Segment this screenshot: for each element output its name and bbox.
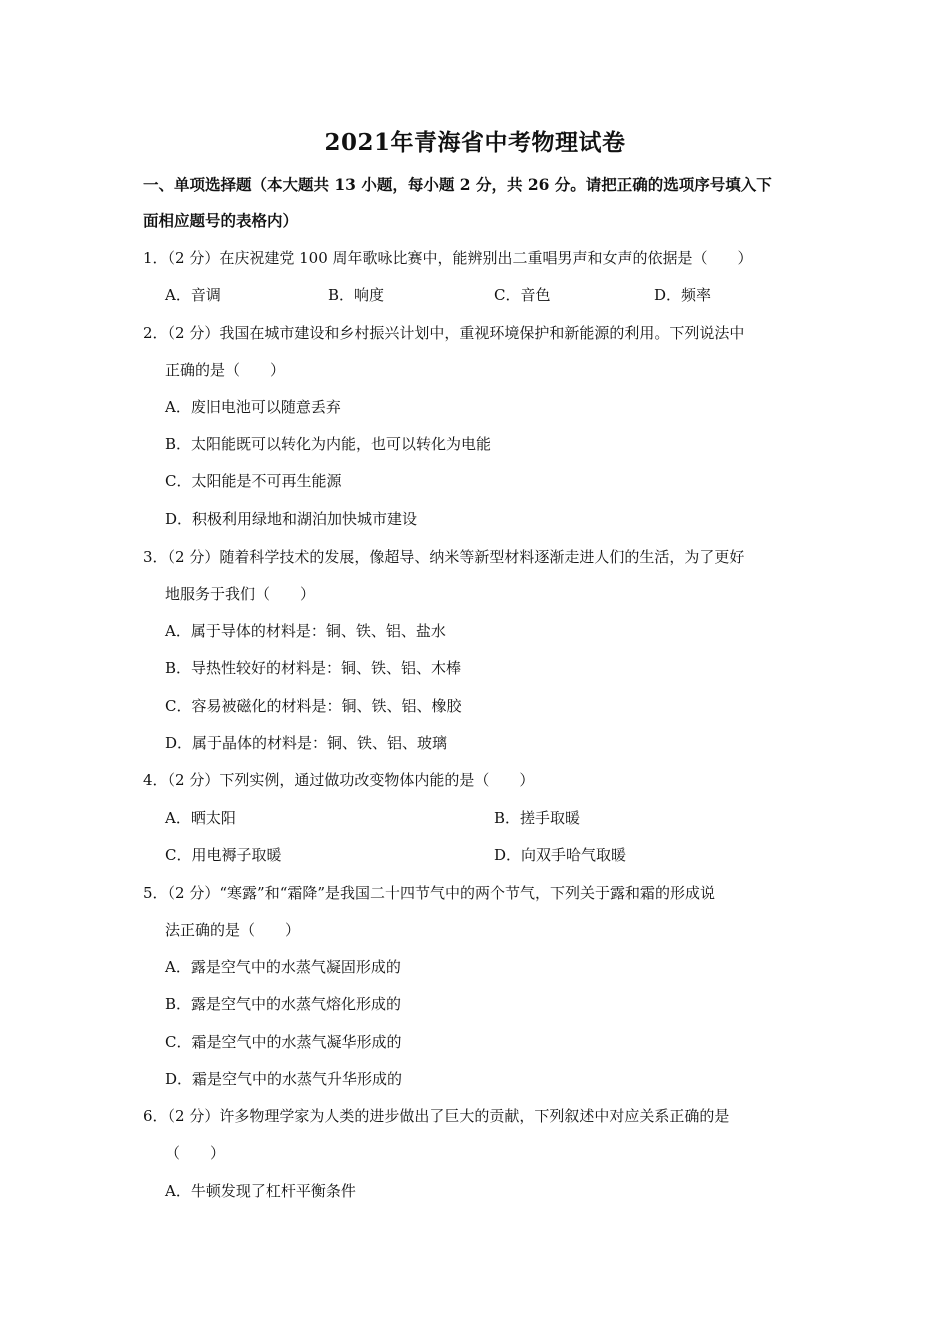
question-5-stem-cont: 法正确的是（ ） xyxy=(165,921,301,939)
question-3-stem: 3．（2 分）随着科学技术的发展，像超导、纳米等新型材料逐渐走进人们的生活，为了更好 xyxy=(143,548,745,566)
question-1-option-c: C．音色 xyxy=(494,286,551,304)
question-1-option-a: A．音调 xyxy=(165,286,221,304)
question-3-option-a: A．属于导体的材料是：铜、铁、铝、盐水 xyxy=(165,622,446,640)
question-4-stem: 4．（2 分）下列实例，通过做功改变物体内能的是（ ） xyxy=(143,771,535,789)
question-4-option-d: D．向双手哈气取暖 xyxy=(494,846,627,864)
page-title: 2021年青海省中考物理试卷 xyxy=(324,129,626,156)
question-3-option-b: B．导热性较好的材料是：铜、铁、铝、木棒 xyxy=(165,659,462,677)
question-4-option-c: C．用电褥子取暖 xyxy=(165,846,282,864)
question-2-option-c: C．太阳能是不可再生能源 xyxy=(165,472,342,490)
question-6-stem: 6．（2 分）许多物理学家为人类的进步做出了巨大的贡献，下列叙述中对应关系正确的是 xyxy=(143,1107,730,1125)
question-6-stem-cont: （ ） xyxy=(165,1144,226,1162)
question-4-option-a: A．晒太阳 xyxy=(165,809,236,827)
question-2-option-a: A．废旧电池可以随意丢弃 xyxy=(165,398,341,416)
question-2-stem: 2．（2 分）我国在城市建设和乡村振兴计划中，重视环境保护和新能源的利用。下列说法中 xyxy=(143,324,745,342)
question-4-option-b: B．搓手取暖 xyxy=(494,809,581,827)
question-1-option-b: B．响度 xyxy=(328,286,385,304)
question-1-stem: 1．（2 分）在庆祝建党 100 周年歌咏比赛中，能辨别出二重唱男声和女声的依据是（ ） xyxy=(143,249,753,267)
question-2-stem-cont: 正确的是（ ） xyxy=(165,361,286,379)
question-2-option-b: B．太阳能既可以转化为内能，也可以转化为电能 xyxy=(165,435,492,453)
question-3-option-d: D．属于晶体的材料是：铜、铁、铝、玻璃 xyxy=(165,734,448,752)
question-3-stem-cont: 地服务于我们（ ） xyxy=(165,585,316,603)
question-2-option-d: D．积极利用绿地和湖泊加快城市建设 xyxy=(165,510,418,528)
question-5-option-c: C．霜是空气中的水蒸气凝华形成的 xyxy=(165,1033,402,1051)
question-5-option-d: D．霜是空气中的水蒸气升华形成的 xyxy=(165,1070,403,1088)
question-5-option-b: B．露是空气中的水蒸气熔化形成的 xyxy=(165,995,402,1013)
question-5-stem: 5．（2 分）“寒露”和“霜降”是我国二十四节气中的两个节气，下列关于露和霜的形成说 xyxy=(143,884,716,902)
question-3-option-c: C．容易被磁化的材料是：铜、铁、铝、橡胶 xyxy=(165,697,462,715)
question-5-option-a: A．露是空气中的水蒸气凝固形成的 xyxy=(165,958,401,976)
question-1-option-d: D．频率 xyxy=(654,286,712,304)
section-heading-line-1: 一、单项选择题（本大题共 13 小题，每小题 2 分，共 26 分。请把正确的选项序号填入下 xyxy=(143,175,772,194)
question-6-option-a: A．牛顿发现了杠杆平衡条件 xyxy=(165,1182,356,1200)
section-heading-line-2: 面相应题号的表格内） xyxy=(143,211,299,230)
